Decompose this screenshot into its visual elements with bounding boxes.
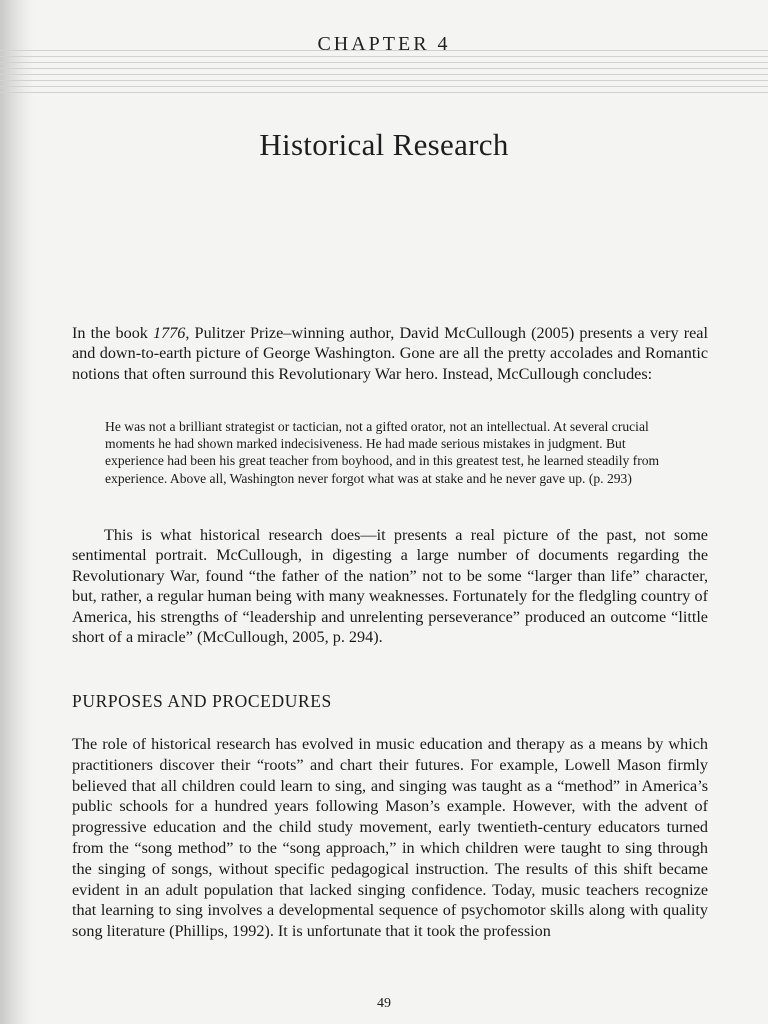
intro-text-start: In the book (72, 324, 154, 342)
book-title: 1776 (153, 324, 186, 342)
block-quote: He was not a brilliant strategist or tactician, not a gifted orator, not an intellectual. At several crucial moments he had shown marked indecisiveness. He had made serious mistakes in judgment. But experience had been his great teacher from boyhood, and in this greatest test, he learned steadily from experience. Above all, Washington never forgot what was at stake and he never gave up. (p. 293) (105, 419, 660, 486)
page-number: 49 (377, 996, 391, 1011)
paragraph-text: The role of historical research has evolved in music education and therapy as a means by which practitioners discover their “roots” and chart their futures. For example, Lowell Mason firmly believed that all children could learn to sing, and singing was taught as a “method” in America’s public schools for a hundred years following Mason’s example. However, with the advent of progressive education and the child study movement, early twentieth-century educators turned from the “song method” to the “song approach,” in which children were taught to sing through the singing of songs, without specific pedagogical instruction. The results of this shift became evident in an adult population that lacked singing confidence. Today, music teachers recognize that learning to sing involves a developmental sequence of psychomotor skills along with quality song literature (Phillips, 1992). It is unfortunate that it took the profession (72, 735, 708, 941)
chapter-title: Historical Research (259, 127, 509, 162)
header-rule-lines (0, 50, 768, 94)
intro-paragraph (72, 323, 708, 384)
section-heading: PURPOSES AND PROCEDURES (72, 691, 332, 711)
body-paragraph-2 (72, 525, 708, 647)
intro-text-end: , Pulitzer Prize–winning author, David McCullough (2005) presents a very real and down-to-earth picture of George Washington. Gone are all the pretty accolades and Romantic notions that often surround this Revolutionary War hero. Instead, McCullough concludes: (72, 324, 708, 383)
paragraph-text: This is what historical research does—it presents a real picture of the past, not some sentimental portrait. McCullough, in digesting a large number of documents regarding the Revolutionary War, found “the father of the nation” not to be some “larger than life” character, but, rather, a regular human being with many weaknesses. Fortunately for the fledgling country of America, his strengths of “leadership and unrelenting perseverance” produced an outcome “little short of a miracle” (McCullough, 2005, p. 294). (72, 526, 708, 647)
body-paragraph-3 (72, 734, 708, 942)
chapter-label: CHAPTER 4 (317, 33, 451, 55)
